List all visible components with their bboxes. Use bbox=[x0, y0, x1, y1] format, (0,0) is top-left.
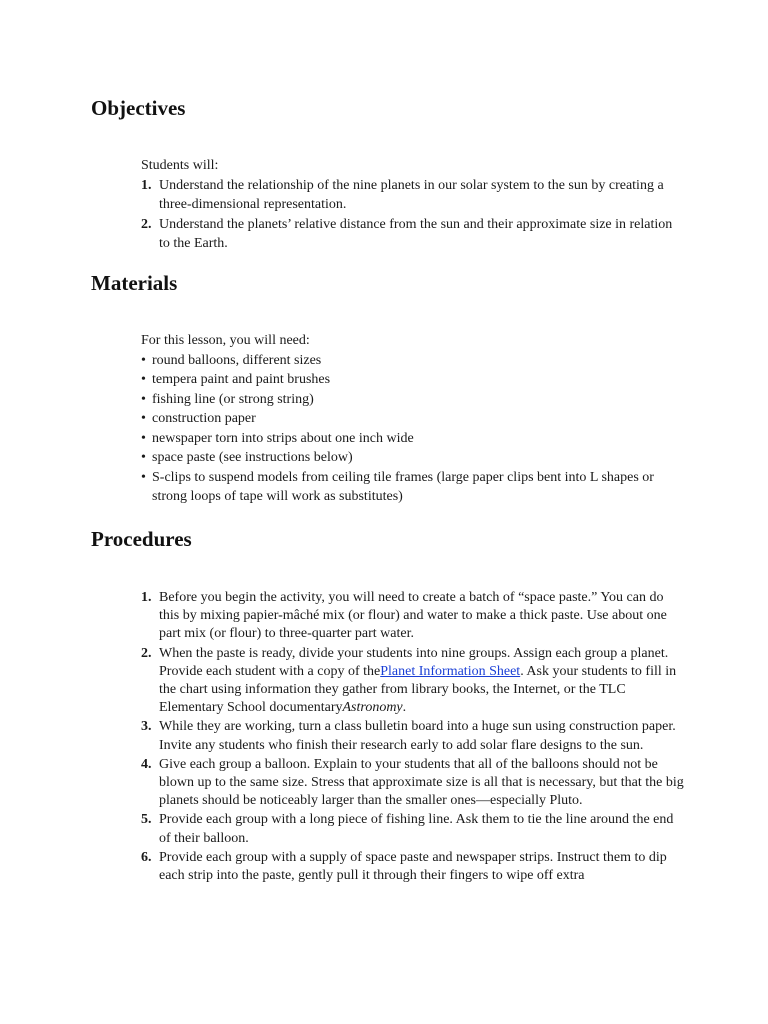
materials-item bbox=[141, 351, 686, 371]
list-item-text: While they are working, turn a class bulletin board into a huge sun using construction paper. Invite any students who finish their research early to add solar flare designs to the sun. bbox=[159, 719, 676, 753]
materials-item bbox=[141, 409, 686, 429]
list-item-text: newspaper torn into strips about one inch wide bbox=[152, 430, 414, 446]
list-number: 1. bbox=[141, 590, 152, 605]
bullet: • bbox=[141, 372, 146, 387]
objectives-item bbox=[141, 176, 686, 215]
list-number: 5. bbox=[141, 812, 152, 828]
procedures-item bbox=[141, 849, 686, 885]
list-item-text-middle: . Ask your students to fill in the chart using information they gather from library books, the Internet, or the TLC Elementary School documentary bbox=[159, 663, 677, 716]
materials-item bbox=[141, 390, 686, 410]
bullet: • bbox=[141, 430, 146, 446]
procedures-item bbox=[141, 756, 686, 811]
bullet: • bbox=[141, 411, 146, 426]
bullet: • bbox=[141, 391, 146, 407]
bullet: • bbox=[141, 352, 146, 368]
materials-item bbox=[141, 448, 686, 468]
documentary-title: Astronomy bbox=[342, 700, 403, 716]
procedures-section bbox=[141, 589, 686, 886]
materials-intro: For this lesson, you will need: bbox=[141, 333, 310, 348]
objectives-intro: Students will: bbox=[141, 158, 219, 173]
materials-item bbox=[141, 370, 686, 390]
procedures-item bbox=[141, 589, 686, 644]
materials-list bbox=[141, 351, 686, 507]
list-item-text-before: When the paste is ready, divide your students into nine groups. Assign each group a planet. Provide each student with a copy of the bbox=[159, 645, 669, 679]
materials-item bbox=[141, 429, 686, 449]
list-item-text: tempera paint and paint brushes bbox=[152, 372, 331, 387]
bullet: • bbox=[141, 469, 146, 485]
list-item-text: fishing line (or strong string) bbox=[152, 391, 314, 407]
procedures-item bbox=[141, 811, 686, 847]
materials-item bbox=[141, 468, 686, 507]
list-item-text: construction paper bbox=[152, 411, 256, 426]
objectives-section bbox=[141, 156, 686, 254]
list-number: 2. bbox=[141, 216, 152, 232]
procedures-list bbox=[141, 589, 686, 885]
list-number: 2. bbox=[141, 645, 152, 661]
list-item-text: Understand the planets’ relative distance from the sun and their approximate size in relation to the Earth. bbox=[159, 216, 673, 251]
objectives-heading: Objectives bbox=[91, 96, 186, 120]
list-item-text: S-clips to suspend models from ceiling tile frames (large paper clips bent into L shapes or strong loops of tape will work as substitutes) bbox=[152, 469, 654, 504]
procedures-item bbox=[141, 718, 686, 754]
objectives-list bbox=[141, 176, 686, 254]
list-item-text: Before you begin the activity, you will need to create a batch of “space paste.” You can do this by mixing papier-mâché mix (or flour) and water to make a thick paste. Use about one part mix (or flour) to three-quarter part water. bbox=[159, 590, 667, 642]
list-item-text: Give each group a balloon. Explain to your students that all of the balloons should not be blown up to the same size. Stress that approximate size is all that is necessary, but that the big planets should be noticeably larger than the smaller ones—especially Pluto. bbox=[159, 756, 684, 809]
list-item-text: Provide each group with a long piece of fishing line. Ask them to tie the line around the end of their balloon. bbox=[159, 812, 674, 846]
list-item-text: Understand the relationship of the nine planets in our solar system to the sun by creating a three-dimensional representation. bbox=[159, 177, 664, 212]
objectives-item bbox=[141, 215, 686, 254]
list-item-text: Provide each group with a supply of space paste and newspaper strips. Instruct them to dip each strip into the paste, gently pull it through their fingers to wipe off extra bbox=[159, 849, 667, 884]
materials-heading: Materials bbox=[91, 271, 178, 295]
planet-information-sheet-link[interactable]: Planet Information Sheet bbox=[380, 663, 521, 679]
list-number: 4. bbox=[141, 756, 152, 772]
list-number: 6. bbox=[141, 849, 152, 865]
list-number: 3. bbox=[141, 719, 152, 735]
list-item-text: round balloons, different sizes bbox=[152, 352, 322, 368]
list-item-text-after: . bbox=[402, 700, 407, 716]
procedures-item bbox=[141, 645, 686, 718]
list-item-text: space paste (see instructions below) bbox=[152, 450, 353, 465]
bullet: • bbox=[141, 450, 146, 465]
procedures-heading: Procedures bbox=[91, 527, 192, 551]
materials-section bbox=[141, 331, 686, 507]
list-number: 1. bbox=[141, 177, 152, 193]
